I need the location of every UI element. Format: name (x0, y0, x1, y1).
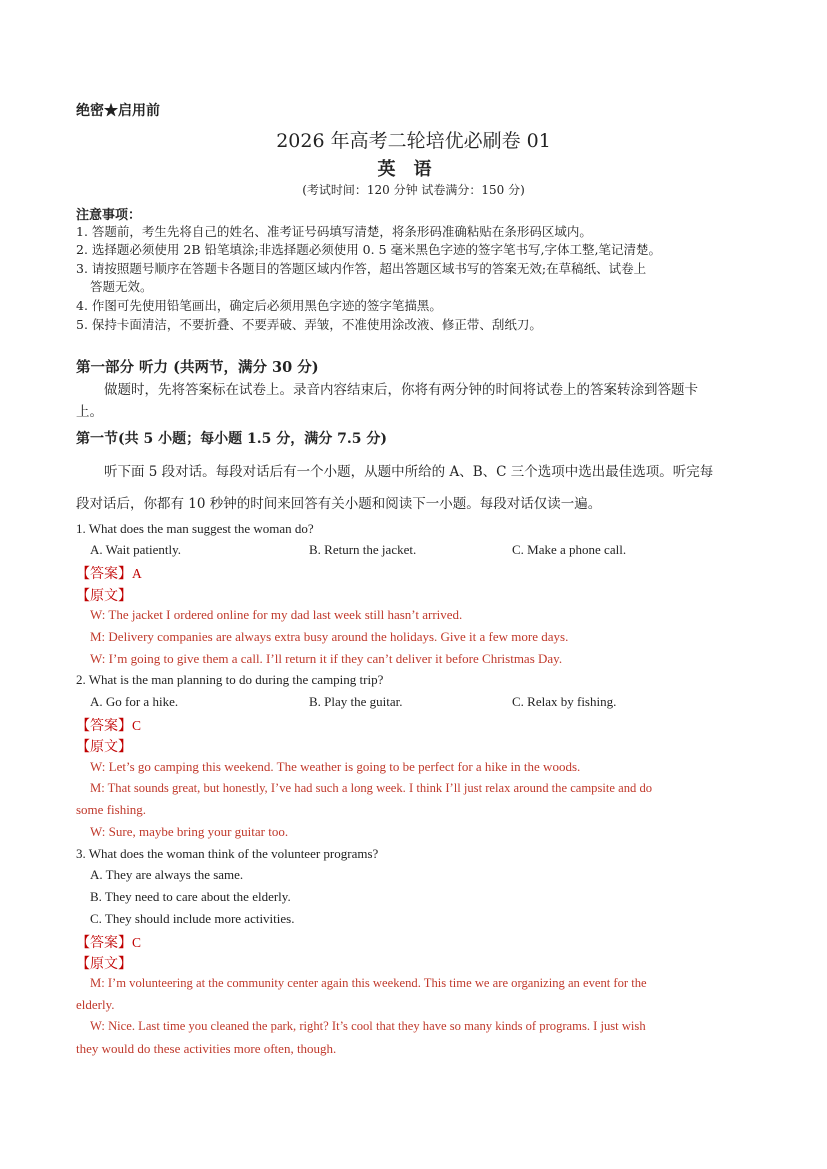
transcript-label: 【原文】 (76, 588, 132, 604)
answer-value: C (132, 718, 142, 733)
transcript-line: M: That sounds great, but honestly, I’ve had such a long week. I think I’ll just relax around the campsite and do (90, 781, 653, 795)
option-b: B. Play the guitar. (309, 694, 403, 709)
transcript-line: W: Nice. Last time you cleaned the park, right? It’s cool that they have so many kinds of programs. I just wish (90, 1019, 646, 1033)
notice-heading: 注意事项： (76, 208, 142, 223)
transcript-line: M: I’m volunteering at the community center again this weekend. This time we are organizing an event for the (90, 976, 647, 990)
part-heading: 第一部分 听力 (共两节，满分 30 分) (76, 359, 319, 376)
notice-item: 4. 作图可先使用铅笔画出，确定后必须用黑色字迹的签字笔描黑。 (76, 298, 442, 313)
transcript-label: 【原文】 (76, 956, 132, 972)
section-intro-continued: 段对话后，你都有 10 秒钟的时间来回答有关小题和阅读下一小题。每段对话仅读一遍。 (76, 496, 602, 512)
notice-item-continued: 答题无效。 (90, 279, 153, 294)
transcript-line-continued: some fishing. (76, 802, 147, 817)
transcript-line: W: Let’s go camping this weekend. The weather is going to be perfect for a hike in the woods. (90, 759, 581, 774)
part-intro-continued: 上。 (76, 404, 103, 420)
answer-label: 【答案】 (76, 566, 132, 582)
transcript-line-continued: they would do these activities more often, though. (76, 1041, 337, 1056)
transcript-line: W: I’m going to give them a call. I’ll return it if they can’t deliver it before Christmas Day. (90, 651, 563, 666)
confidential-mark: 绝密★启用前 (76, 103, 160, 119)
transcript-label: 【原文】 (76, 739, 132, 755)
answer-label: 【答案】 (76, 935, 132, 951)
notice-item: 2. 选择题必须使用 2B 铅笔填涂;非选择题必须使用 0. 5 毫米黑色字迹的签字笔书写,字体工整,笔记清楚。 (76, 242, 661, 257)
option-c: C. They should include more activities. (90, 911, 295, 926)
subject-title: 英语 (377, 159, 450, 180)
notice-item: 1. 答题前，考生先将自己的姓名、准考证号码填写清楚，将条形码准确粘贴在条形码区域内。 (76, 224, 592, 239)
option-a: A. They are always the same. (90, 867, 244, 882)
option-c: C. Relax by fishing. (512, 694, 617, 709)
section-heading: 第一节(共 5 小题；每小题 1.5 分，满分 7.5 分) (76, 431, 387, 447)
question-stem: 1. What does the man suggest the woman do? (76, 521, 314, 536)
notice-item: 3. 请按照题号顺序在答题卡各题目的答题区域内作答，超出答题区域书写的答案无效;在草稿纸、试卷上 (76, 261, 647, 276)
transcript-line-continued: elderly. (76, 997, 115, 1012)
transcript-line: W: Sure, maybe bring your guitar too. (90, 824, 289, 839)
exam-time-info: (考试时间：120 分钟 试卷满分：150 分) (302, 183, 525, 197)
answer-value: A (132, 566, 142, 581)
notice-item: 5. 保持卡面清洁，不要折叠、不要弄破、弄皱，不准使用涂改液、修正带、刮纸刀。 (76, 317, 542, 332)
section-intro: 听下面 5 段对话。每段对话后有一个小题，从题中所给的 A、B、C 三个选项中选出最佳选项。听完每 (104, 464, 714, 480)
option-c: C. Make a phone call. (512, 542, 627, 557)
option-a: A. Go for a hike. (90, 694, 179, 709)
option-b: B. Return the jacket. (309, 542, 417, 557)
answer-value: C (132, 935, 142, 950)
transcript-line: M: Delivery companies are always extra busy around the holidays. Give it a few more days. (90, 629, 569, 644)
answer-line (76, 932, 141, 952)
answer-line (76, 563, 142, 583)
question-stem: 3. What does the woman think of the volunteer programs? (76, 846, 379, 861)
transcript-line: W: The jacket I ordered online for my dad last week still hasn’t arrived. (90, 607, 463, 622)
question-stem: 2. What is the man planning to do during the camping trip? (76, 672, 384, 687)
option-a: A. Wait patiently. (90, 542, 182, 557)
exam-title: 2026 年高考二轮培优必刷卷 01 (276, 130, 551, 152)
answer-label: 【答案】 (76, 718, 132, 734)
answer-line (76, 715, 141, 735)
part-intro: 做题时，先将答案标在试卷上。录音内容结束后，你将有两分钟的时间将试卷上的答案转涂到答题卡 (104, 382, 698, 398)
option-b: B. They need to care about the elderly. (90, 889, 291, 904)
